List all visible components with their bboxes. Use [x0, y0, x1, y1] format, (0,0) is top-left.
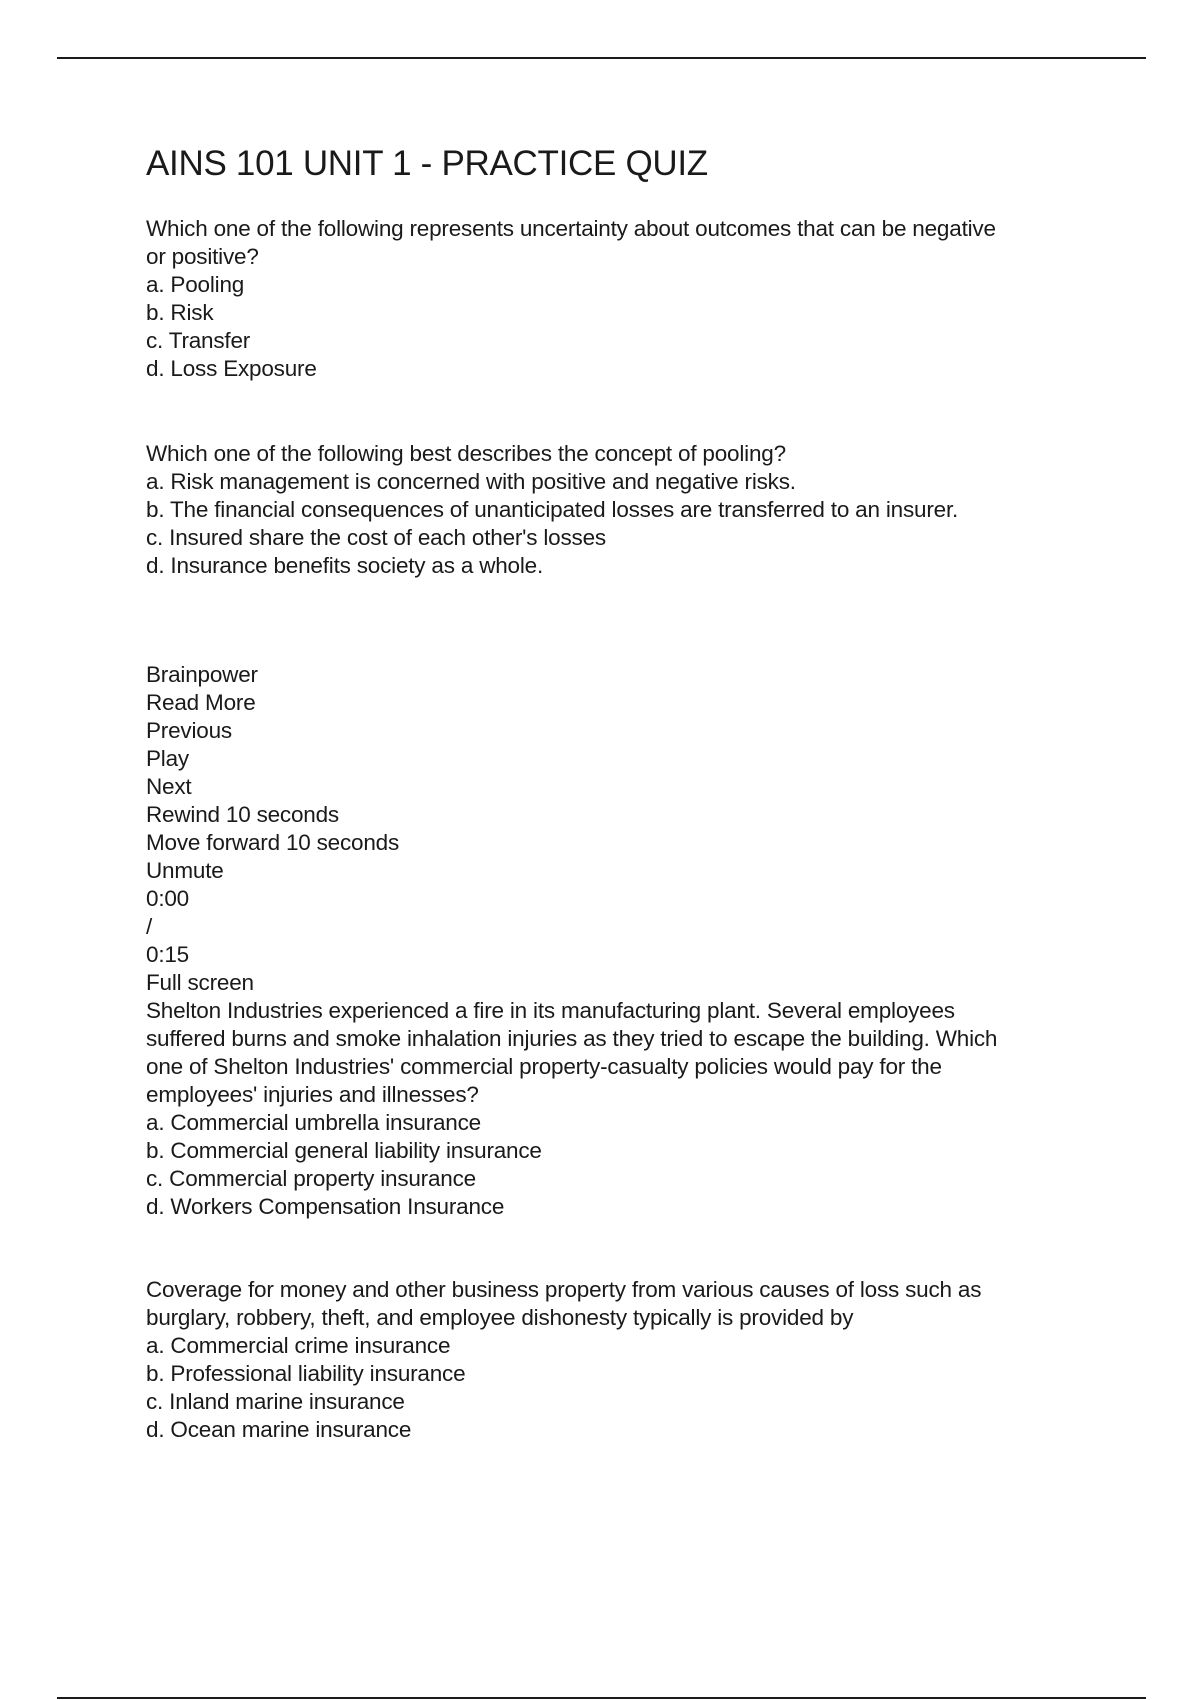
answer-option-c: c. Inland marine insurance	[146, 1389, 405, 1414]
fullscreen-button[interactable]: Full screen	[146, 970, 254, 995]
read-more-link[interactable]: Read More	[146, 690, 256, 715]
question-3	[146, 997, 997, 1221]
answer-option-d: d. Loss Exposure	[146, 356, 317, 381]
next-button[interactable]: Next	[146, 774, 192, 799]
player-brand: Brainpower	[146, 662, 258, 687]
question-text: Coverage for money and other business property from various causes of loss such as	[146, 1277, 982, 1302]
duration: 0:15	[146, 942, 189, 967]
top-rule	[57, 57, 1146, 59]
unmute-button[interactable]: Unmute	[146, 858, 224, 883]
answer-option-b: b. Risk	[146, 300, 214, 325]
rewind-button[interactable]: Rewind 10 seconds	[146, 802, 339, 827]
answer-option-a: a. Commercial crime insurance	[146, 1333, 451, 1358]
answer-option-b: b. Professional liability insurance	[146, 1361, 466, 1386]
answer-option-c: c. Commercial property insurance	[146, 1166, 476, 1191]
answer-option-b: b. The financial consequences of unanticipated losses are transferred to an insurer.	[146, 497, 959, 522]
question-2	[146, 440, 958, 580]
question-text: employees' injuries and illnesses?	[146, 1082, 479, 1107]
answer-option-a: a. Commercial umbrella insurance	[146, 1110, 481, 1135]
answer-option-d: d. Insurance benefits society as a whole.	[146, 553, 544, 578]
question-text: or positive?	[146, 244, 259, 269]
previous-button[interactable]: Previous	[146, 718, 232, 743]
answer-option-c: c. Transfer	[146, 328, 251, 353]
answer-option-d: d. Ocean marine insurance	[146, 1417, 412, 1442]
answer-option-a: a. Pooling	[146, 272, 245, 297]
question-4	[146, 1276, 981, 1444]
question-text: burglary, robbery, theft, and employee dishonesty typically is provided by	[146, 1305, 854, 1330]
question-text: Which one of the following best describes the concept of pooling?	[146, 441, 786, 466]
answer-option-c: c. Insured share the cost of each other's losses	[146, 525, 606, 550]
question-text: Shelton Industries experienced a fire in its manufacturing plant. Several employees	[146, 998, 955, 1023]
document-page	[146, 140, 1106, 1442]
question-1	[146, 215, 996, 383]
question-text: one of Shelton Industries' commercial property-casualty policies would pay for the	[146, 1054, 942, 1079]
answer-option-d: d. Workers Compensation Insurance	[146, 1194, 505, 1219]
question-text: suffered burns and smoke inhalation injuries as they tried to escape the building. Which	[146, 1026, 998, 1051]
forward-button[interactable]: Move forward 10 seconds	[146, 830, 400, 855]
play-button[interactable]: Play	[146, 746, 189, 771]
bottom-rule	[57, 1697, 1146, 1699]
answer-option-b: b. Commercial general liability insurance	[146, 1138, 542, 1163]
page-title: AINS 101 UNIT 1 - PRACTICE QUIZ	[146, 144, 708, 183]
question-text: Which one of the following represents uncertainty about outcomes that can be negative	[146, 216, 996, 241]
answer-option-a: a. Risk management is concerned with positive and negative risks.	[146, 469, 796, 494]
time-separator: /	[146, 914, 153, 939]
current-time: 0:00	[146, 886, 189, 911]
media-player-text	[146, 661, 399, 997]
